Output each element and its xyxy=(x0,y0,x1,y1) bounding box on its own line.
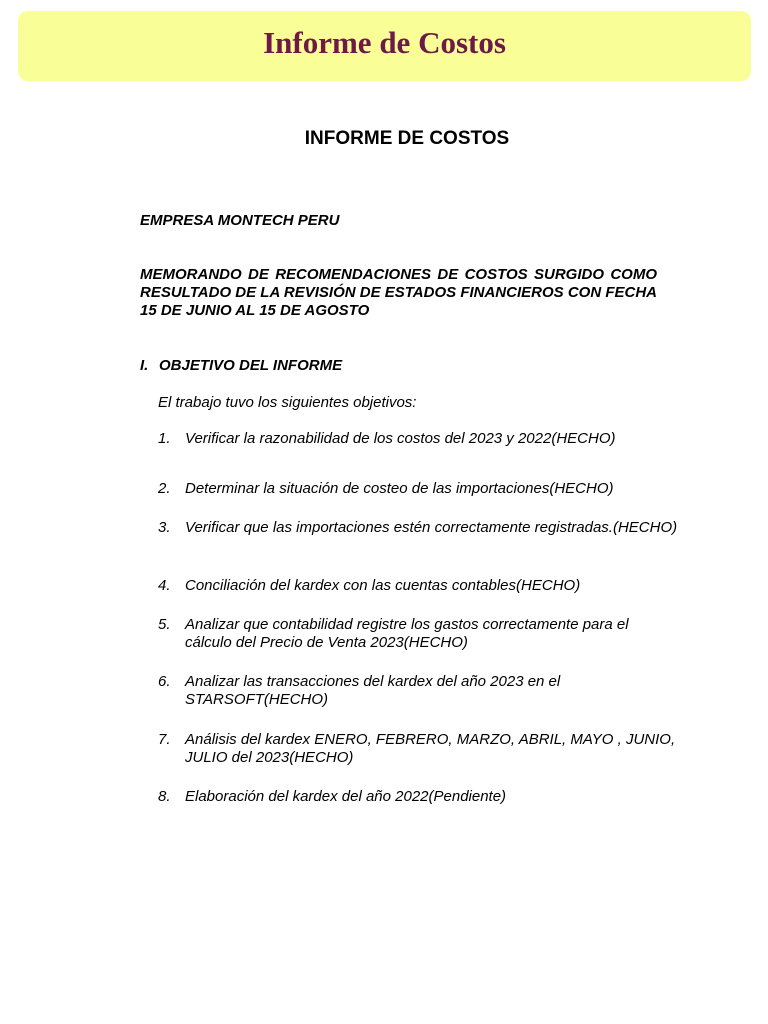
list-item-number: 7. xyxy=(158,731,171,748)
list-item-number: 5. xyxy=(158,616,171,633)
list-item-text: Conciliación del kardex con las cuentas contables(HECHO) xyxy=(185,577,581,594)
list-item xyxy=(158,577,678,595)
list-item-text: Elaboración del kardex del año 2022(Pendiente) xyxy=(185,788,507,805)
banner-title: Informe de Costos xyxy=(263,25,506,60)
list-item-text: Analizar que contabilidad registre los gastos correctamente para el cálculo del Precio de Venta 2023(HECHO) xyxy=(185,616,629,651)
section-heading-text: OBJETIVO DEL INFORME xyxy=(159,357,343,374)
list-item-number: 1. xyxy=(158,430,171,447)
list-item-number: 6. xyxy=(158,673,171,690)
list-item xyxy=(158,788,678,806)
list-item xyxy=(158,430,678,448)
list-item-number: 3. xyxy=(158,519,171,536)
list-item xyxy=(158,519,678,537)
list-item-number: 8. xyxy=(158,788,171,805)
company-name: EMPRESA MONTECH PERU xyxy=(140,212,340,229)
banner xyxy=(18,11,751,81)
list-item-text: Verificar que las importaciones estén correctamente registradas.(HECHO) xyxy=(185,519,678,536)
document-title: INFORME DE COSTOS xyxy=(304,128,510,149)
list-item-text: Verificar la razonabilidad de los costos del 2023 y 2022(HECHO) xyxy=(185,430,616,447)
section-number: I. xyxy=(140,357,149,374)
list-item-text: Determinar la situación de costeo de las importaciones(HECHO) xyxy=(185,480,614,497)
list-item xyxy=(158,673,678,709)
list-item xyxy=(158,731,678,767)
list-item-number: 2. xyxy=(158,480,171,497)
list-item-text: Análisis del kardex ENERO, FEBRERO, MARZO, ABRIL, MAYO , JUNIO, JULIO del 2023(HECHO) xyxy=(185,731,676,766)
list-item-text: Analizar las transacciones del kardex del año 2023 en el STARSOFT(HECHO) xyxy=(185,673,561,708)
memo-statement: MEMORANDO DE RECOMENDACIONES DE COSTOS SURGIDO COMO RESULTADO DE LA REVISIÓN DE ESTADOS FINANCIEROS CON FECHA 15 DE JUNIO AL 15 DE AGOSTO xyxy=(140,266,657,319)
section-intro: El trabajo tuvo los siguientes objetivos: xyxy=(158,394,417,411)
list-item xyxy=(158,480,678,498)
list-item-number: 4. xyxy=(158,577,171,594)
section-heading xyxy=(140,357,342,374)
list-item xyxy=(158,616,678,652)
